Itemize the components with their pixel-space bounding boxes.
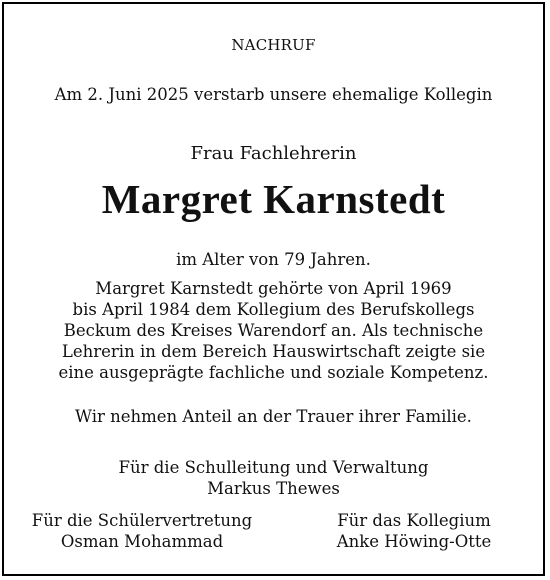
intro-text: Am 2. Juni 2025 verstarb unsere ehemalige Kollegin <box>54 85 493 104</box>
signature-left-role: Für die Schülervertretung <box>31 511 253 530</box>
condolence-text: Wir nehmen Anteil an der Trauer ihrer Familie. <box>75 407 472 426</box>
bio-line: Margret Karnstedt gehörte von April 1969 <box>95 279 452 298</box>
signature-right-name: Anke Höwing-Otte <box>336 532 492 551</box>
obituary-frame <box>2 2 545 576</box>
honorific: Frau Fachlehrerin <box>190 143 357 164</box>
bio-line: bis April 1984 dem Kollegium des Berufskollegs <box>72 300 475 319</box>
signature-left-name: Osman Mohammad <box>60 532 224 551</box>
bio-line: eine ausgeprägte fachliche und soziale Kompetenz. <box>58 363 489 382</box>
heading: NACHRUF <box>231 36 316 54</box>
signature-main-role: Für die Schulleitung und Verwaltung <box>118 458 429 477</box>
signature-main-name: Markus Thewes <box>207 479 340 498</box>
age-text: im Alter von 79 Jahren. <box>176 250 371 269</box>
deceased-name: Margret Karnstedt <box>101 176 446 222</box>
signature-right-role: Für das Kollegium <box>337 511 491 530</box>
bio-line: Beckum des Kreises Warendorf an. Als technische <box>63 321 484 340</box>
bio-line: Lehrerin in dem Bereich Hauswirtschaft zeigte sie <box>61 342 486 361</box>
